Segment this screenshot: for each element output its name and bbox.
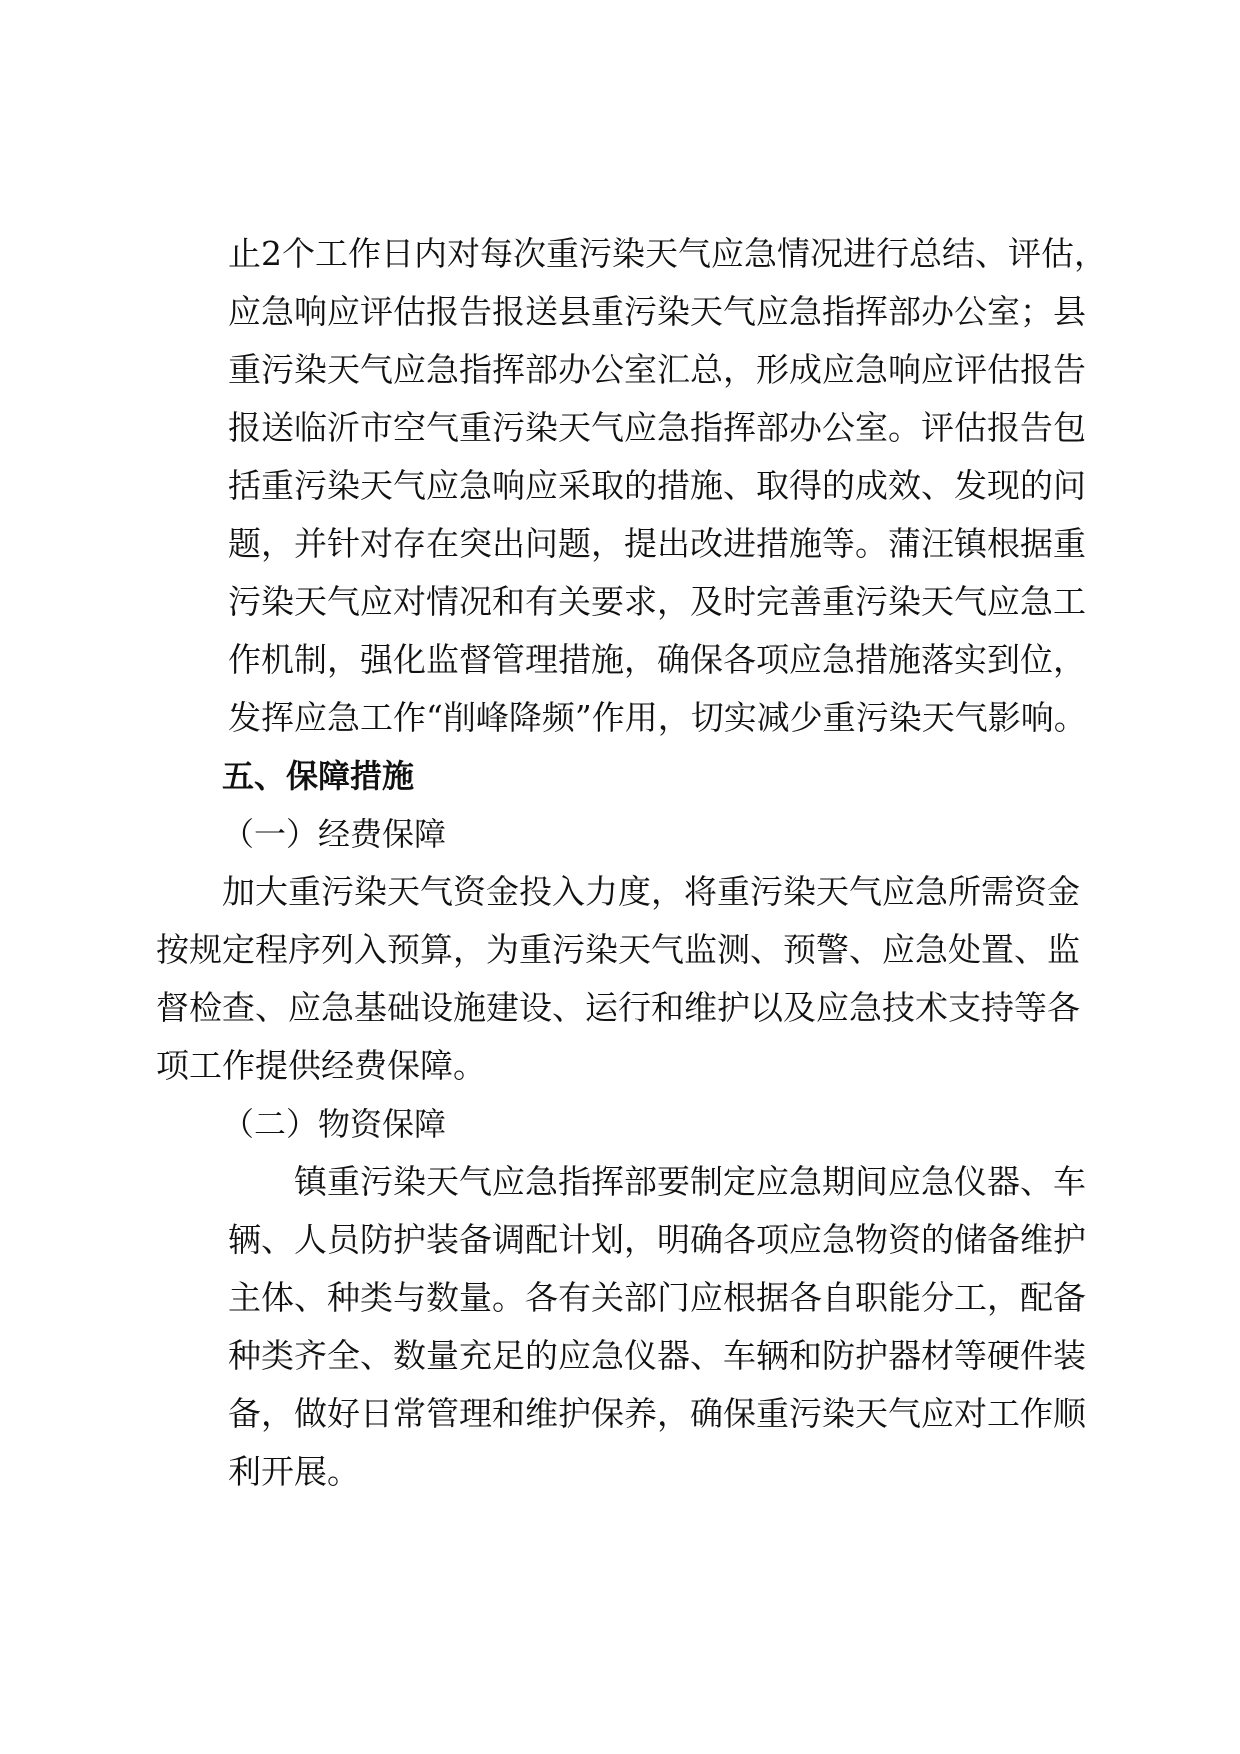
- paragraph-line: 重污染天气应急指挥部办公室汇总，形成应急响应评估报告: [228, 350, 1086, 389]
- subsection-heading: （一）经费保障: [222, 815, 447, 853]
- section-heading: 五、保障措施: [222, 757, 415, 795]
- paragraph-line: 镇重污染天气应急指挥部要制定应急期间应急仪器、车: [294, 1162, 1086, 1201]
- subsection-heading: （二）物资保障: [222, 1105, 447, 1143]
- paragraph-line: 辆、人员防护装备调配计划，明确各项应急物资的储备维护: [228, 1220, 1086, 1259]
- paragraph-line: 督检查、应急基础设施建设、运行和维护以及应急技术支持等各: [156, 988, 1080, 1027]
- paragraph-line: 按规定程序列入预算，为重污染天气监测、预警、应急处置、监: [156, 930, 1080, 969]
- paragraph-line: 止2个工作日内对每次重污染天气应急情况进行总结、评估，: [228, 234, 1107, 273]
- paragraph-line: 利开展。: [228, 1452, 360, 1491]
- paragraph-line: 报送临沂市空气重污染天气应急指挥部办公室。评估报告包: [228, 408, 1086, 447]
- paragraph-line: 作机制，强化监督管理措施，确保各项应急措施落实到位，: [228, 640, 1086, 679]
- paragraph-line: 括重污染天气应急响应采取的措施、取得的成效、发现的问: [228, 466, 1086, 505]
- paragraph-line: 备，做好日常管理和维护保养，确保重污染天气应对工作顺: [228, 1394, 1086, 1433]
- paragraph-line: 应急响应评估报告报送县重污染天气应急指挥部办公室；县: [228, 292, 1086, 331]
- paragraph-line: 题，并针对存在突出问题，提出改进措施等。蒲汪镇根据重: [228, 524, 1086, 563]
- paragraph-line: 种类齐全、数量充足的应急仪器、车辆和防护器材等硬件装: [228, 1336, 1086, 1375]
- paragraph-line: 项工作提供经费保障。: [156, 1046, 486, 1085]
- paragraph-line: 加大重污染天气资金投入力度，将重污染天气应急所需资金: [222, 872, 1080, 911]
- paragraph-line: 污染天气应对情况和有关要求，及时完善重污染天气应急工: [228, 582, 1086, 621]
- paragraph-line: 主体、种类与数量。各有关部门应根据各自职能分工，配备: [228, 1278, 1086, 1317]
- paragraph-line: 发挥应急工作“削峰降频”作用，切实减少重污染天气影响。: [228, 698, 1087, 737]
